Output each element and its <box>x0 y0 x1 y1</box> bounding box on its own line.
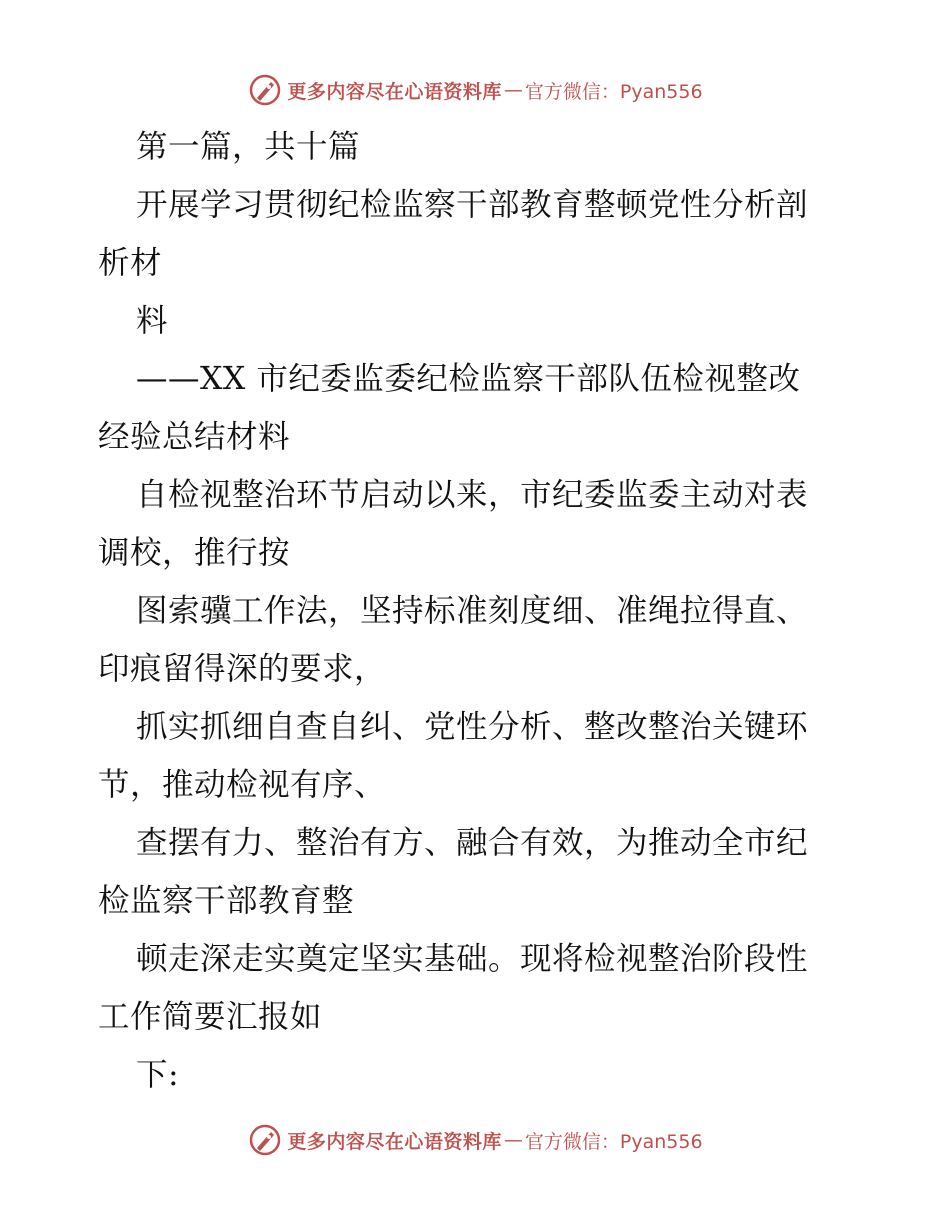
text-line: 查摆有力、整治有方、融合有效，为推动全市纪 <box>136 825 809 861</box>
watermark-banner-top <box>0 70 950 110</box>
text-line: 料 <box>136 303 169 339</box>
text-line: 开展学习贯彻纪检监察干部教育整顿党性分析剖 <box>136 187 809 223</box>
text-line: 工作简要汇报如 <box>98 999 323 1035</box>
text-line: 经验总结材料 <box>98 419 291 455</box>
watermark-wechat-text: 官方微信：Pyan556 <box>524 1130 703 1153</box>
text-line: 自检视整治环节启动以来，市纪委监委主动对表 <box>136 477 809 513</box>
text-line: 图索骥工作法，坚持标准刻度细、准绳拉得直、 <box>136 593 809 629</box>
text-line: 调校，推行按 <box>98 535 291 571</box>
document-body <box>98 118 868 1104</box>
watermark-main-text: 更多内容尽在心语资料库 <box>287 1130 502 1153</box>
watermark-separator: — <box>503 1129 523 1151</box>
text-line: 印痕留得深的要求， <box>98 651 387 687</box>
text-line: 下: <box>136 1057 180 1093</box>
text-line: ——XX 市纪委监委纪检监察干部队伍检视整改 <box>136 361 801 397</box>
watermark-banner-bottom <box>0 1120 950 1160</box>
text-line: 顿走深走实奠定坚实基础。现将检视整治阶段性 <box>136 941 809 977</box>
watermark-separator: — <box>503 79 523 101</box>
text-line: 抓实抓细自查自纠、党性分析、整改整治关键环 <box>136 709 809 745</box>
text-line: 第一篇，共十篇 <box>136 129 361 165</box>
pen-nib-logo-icon <box>247 72 283 108</box>
watermark-wechat-text: 官方微信：Pyan556 <box>524 80 703 103</box>
text-line: 检监察干部教育整 <box>98 883 355 919</box>
text-line: 析材 <box>98 245 163 281</box>
watermark-main-text: 更多内容尽在心语资料库 <box>287 80 502 103</box>
pen-nib-logo-icon <box>247 1122 283 1158</box>
text-line: 节，推动检视有序、 <box>98 767 387 803</box>
